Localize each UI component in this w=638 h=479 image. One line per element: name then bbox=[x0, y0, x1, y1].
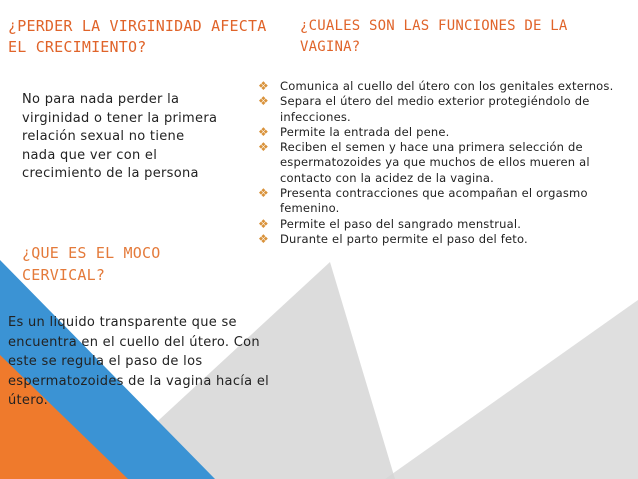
list-item: ❖ Reciben el semen y hace una primera selección de espermatozoides ya que muchos de ellos mueren al contacto con la acidez de la vagina. bbox=[258, 140, 590, 185]
diamond-dots-bullet-icon: ❖ bbox=[258, 124, 269, 139]
diamond-dots-bullet-icon: ❖ bbox=[258, 79, 269, 93]
list-item: ❖ Comunica al cuello del útero con los genitales externos. bbox=[258, 79, 614, 93]
answer-cervical-mucus: Es un liquido transparente que se encuentra en el cuello del útero. Con este se regula el paso de los espermatozoides de la vagina hacía el útero. bbox=[8, 315, 270, 408]
diamond-dots-bullet-icon: ❖ bbox=[258, 216, 269, 231]
diamond-dots-bullet-icon: ❖ bbox=[258, 94, 269, 109]
diamond-dots-bullet-icon: ❖ bbox=[258, 186, 269, 201]
list-item: ❖ Permite la entrada del pene. bbox=[258, 124, 450, 139]
diamond-dots-bullet-icon: ❖ bbox=[258, 140, 269, 155]
vagina-functions-list bbox=[258, 79, 628, 247]
question-title-virginity: ¿PERDER LA VIRGINIDAD AFECTA EL CRECIMIENTO? bbox=[8, 17, 267, 56]
diamond-dots-bullet-icon: ❖ bbox=[258, 231, 269, 246]
question-title-vagina-functions: ¿CUALES SON LAS FUNCIONES DE LA VAGINA? bbox=[300, 18, 568, 55]
answer-virginity: No para nada perder la virginidad o tener la primera relación sexual no tiene nada que ver con el crecimiento de la persona bbox=[22, 92, 218, 182]
question-title-cervical-mucus: ¿QUE ES EL MOCO CERVICAL? bbox=[22, 244, 161, 284]
list-item: ❖ Durante el parto permite el paso del feto. bbox=[258, 231, 528, 246]
list-item: ❖ Separa el útero del medio exterior protegiéndolo de infecciones. bbox=[258, 94, 590, 124]
list-item: ❖ Permite el paso del sangrado menstrual. bbox=[258, 216, 522, 231]
grey-triangle-right bbox=[385, 300, 638, 479]
list-item: ❖ Presenta contracciones que acompañan el orgasmo femenino. bbox=[258, 186, 588, 216]
